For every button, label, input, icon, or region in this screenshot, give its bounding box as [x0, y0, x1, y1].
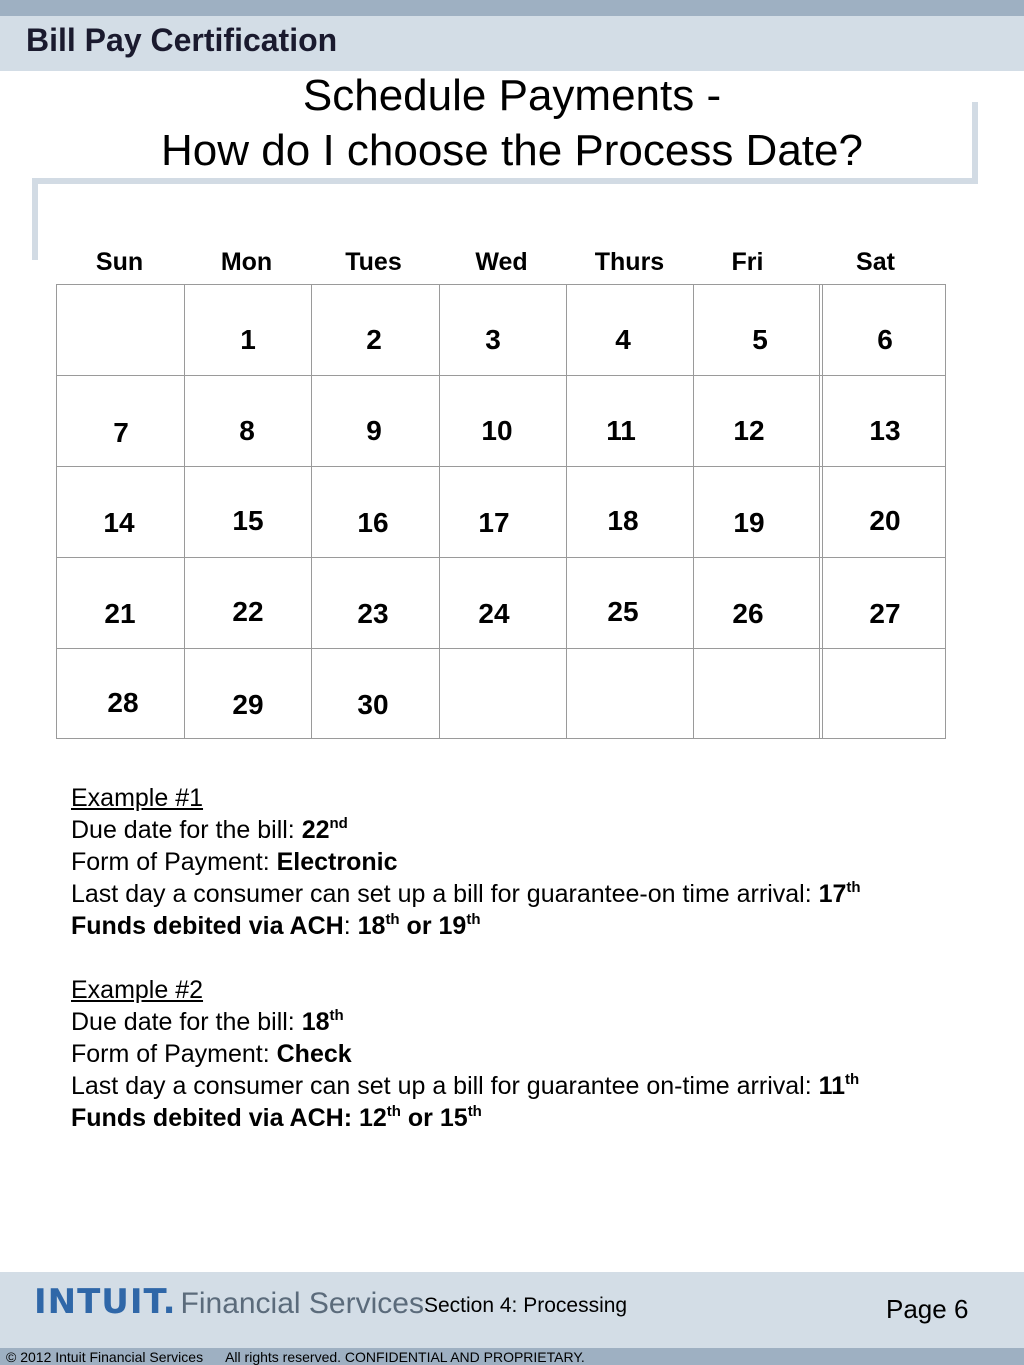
- calendar-day: 6: [877, 324, 893, 355]
- calendar-day: 20: [869, 505, 901, 536]
- calendar-day: 26: [732, 598, 764, 629]
- due-date-label: Due date for the bill:: [71, 1008, 302, 1036]
- example-1-last-day: [71, 878, 1001, 910]
- last-day-value: 11th: [818, 1071, 860, 1100]
- grid-column-divider: [822, 284, 823, 739]
- page-number: Page 6: [886, 1294, 969, 1324]
- grid-column-divider: [819, 284, 820, 739]
- grid-column-divider: [439, 284, 440, 739]
- day-header-mon: Mon: [220, 248, 273, 276]
- rights-text: All rights reserved. CONFIDENTIAL AND PROPRIETARY.: [225, 1349, 585, 1365]
- example-1-heading: Example #1: [71, 784, 204, 812]
- copyright-text: © 2012 Intuit Financial Services: [6, 1349, 204, 1365]
- day-header-sat: Sat: [856, 248, 895, 276]
- last-day-label: Last day a consumer can set up a bill for guarantee on-time arrival:: [71, 1072, 819, 1100]
- calendar-day: 4: [615, 324, 631, 355]
- top-stripe: [0, 0, 1024, 16]
- calendar-day: 8: [239, 415, 255, 446]
- example-2-last-day: [71, 1070, 1001, 1102]
- calendar-day: 1: [240, 324, 256, 355]
- examples-text: [71, 782, 1001, 1134]
- grid-column-divider: [184, 284, 185, 739]
- calendar-day: 2: [366, 324, 382, 355]
- example-2-form: [71, 1038, 1001, 1070]
- section-label: Section 4: Processing: [424, 1294, 628, 1317]
- calendar-day: 22: [232, 596, 264, 627]
- grid-column-divider: [693, 284, 694, 739]
- form-label: Form of Payment:: [71, 848, 277, 876]
- calendar-day: 25: [607, 596, 639, 627]
- example-2-funds: [71, 1102, 1001, 1134]
- grid-column-divider: [566, 284, 567, 739]
- calendar-day: 30: [357, 689, 389, 720]
- last-day-label: Last day a consumer can set up a bill for guarantee-on time arrival:: [71, 880, 819, 908]
- example-1-funds: Funds debited via ACH: 18th or 19th: [71, 911, 481, 940]
- calendar-day: 10: [481, 415, 513, 446]
- copyright-line: [6, 1349, 607, 1365]
- logo-financial-services-text: Financial Services: [180, 1287, 424, 1320]
- day-header-thurs: Thurs: [594, 248, 665, 276]
- funds-label: Funds debited via ACH: [71, 912, 344, 940]
- title-frame-left: [32, 178, 38, 260]
- slide-title-line-1: Schedule Payments -: [302, 71, 722, 120]
- form-label: Form of Payment:: [71, 1040, 277, 1068]
- example-2-heading: Example #2: [71, 976, 204, 1004]
- logo-intuit-text: INTUIT.: [34, 1282, 177, 1322]
- grid-row-divider: [56, 648, 946, 649]
- slide-title-line-2: How do I choose the Process Date?: [161, 126, 863, 175]
- calendar-day: 27: [869, 598, 901, 629]
- calendar-day: 15: [232, 505, 264, 536]
- form-value: Electronic: [276, 848, 398, 876]
- calendar-day: 9: [366, 415, 382, 446]
- calendar-day: 16: [357, 507, 389, 538]
- day-header-sun: Sun: [95, 248, 144, 276]
- calendar-day: 14: [103, 507, 135, 538]
- calendar-day: 21: [104, 598, 136, 629]
- last-day-value: 17th: [818, 879, 861, 908]
- calendar-day: 24: [478, 598, 510, 629]
- slide-title: [0, 68, 1024, 178]
- calendar-day: 11: [606, 415, 636, 446]
- day-header-wed: Wed: [475, 248, 528, 276]
- calendar-grid: [56, 284, 946, 739]
- calendar-day: 28: [107, 687, 139, 718]
- example-1-form: [71, 846, 1001, 878]
- funds-value: 18th or 19th: [357, 911, 481, 940]
- calendar-day: 19: [733, 507, 765, 538]
- title-frame-top: [32, 178, 978, 184]
- day-header-fri: Fri: [731, 248, 764, 276]
- calendar-day: 17: [478, 507, 510, 538]
- calendar-day: 5: [752, 324, 768, 355]
- calendar-day: 13: [869, 415, 901, 446]
- due-date-value: 18th: [301, 1007, 344, 1036]
- calendar-day: 29: [232, 689, 264, 720]
- due-date-value: 22nd: [301, 815, 348, 844]
- funds-value: Funds debited via ACH: 12th or 15th: [71, 1103, 482, 1132]
- calendar-day: 7: [113, 417, 129, 448]
- grid-row-divider: [56, 557, 946, 558]
- form-value: Check: [276, 1040, 352, 1068]
- calendar-day: 12: [733, 415, 765, 446]
- header-title: Bill Pay Certification: [26, 22, 338, 58]
- day-header-tues: Tues: [345, 248, 402, 276]
- header-bar: [0, 16, 1024, 71]
- calendar-day: 23: [357, 598, 389, 629]
- example-2-due-date: [71, 1006, 1001, 1038]
- calendar-day: 18: [607, 505, 639, 536]
- intuit-logo: [34, 1282, 424, 1322]
- example-1-due-date: [71, 814, 1001, 846]
- grid-column-divider: [311, 284, 312, 739]
- grid-row-divider: [56, 466, 946, 467]
- calendar-day: 3: [485, 324, 501, 355]
- due-date-label: Due date for the bill:: [71, 816, 302, 844]
- grid-row-divider: [56, 375, 946, 376]
